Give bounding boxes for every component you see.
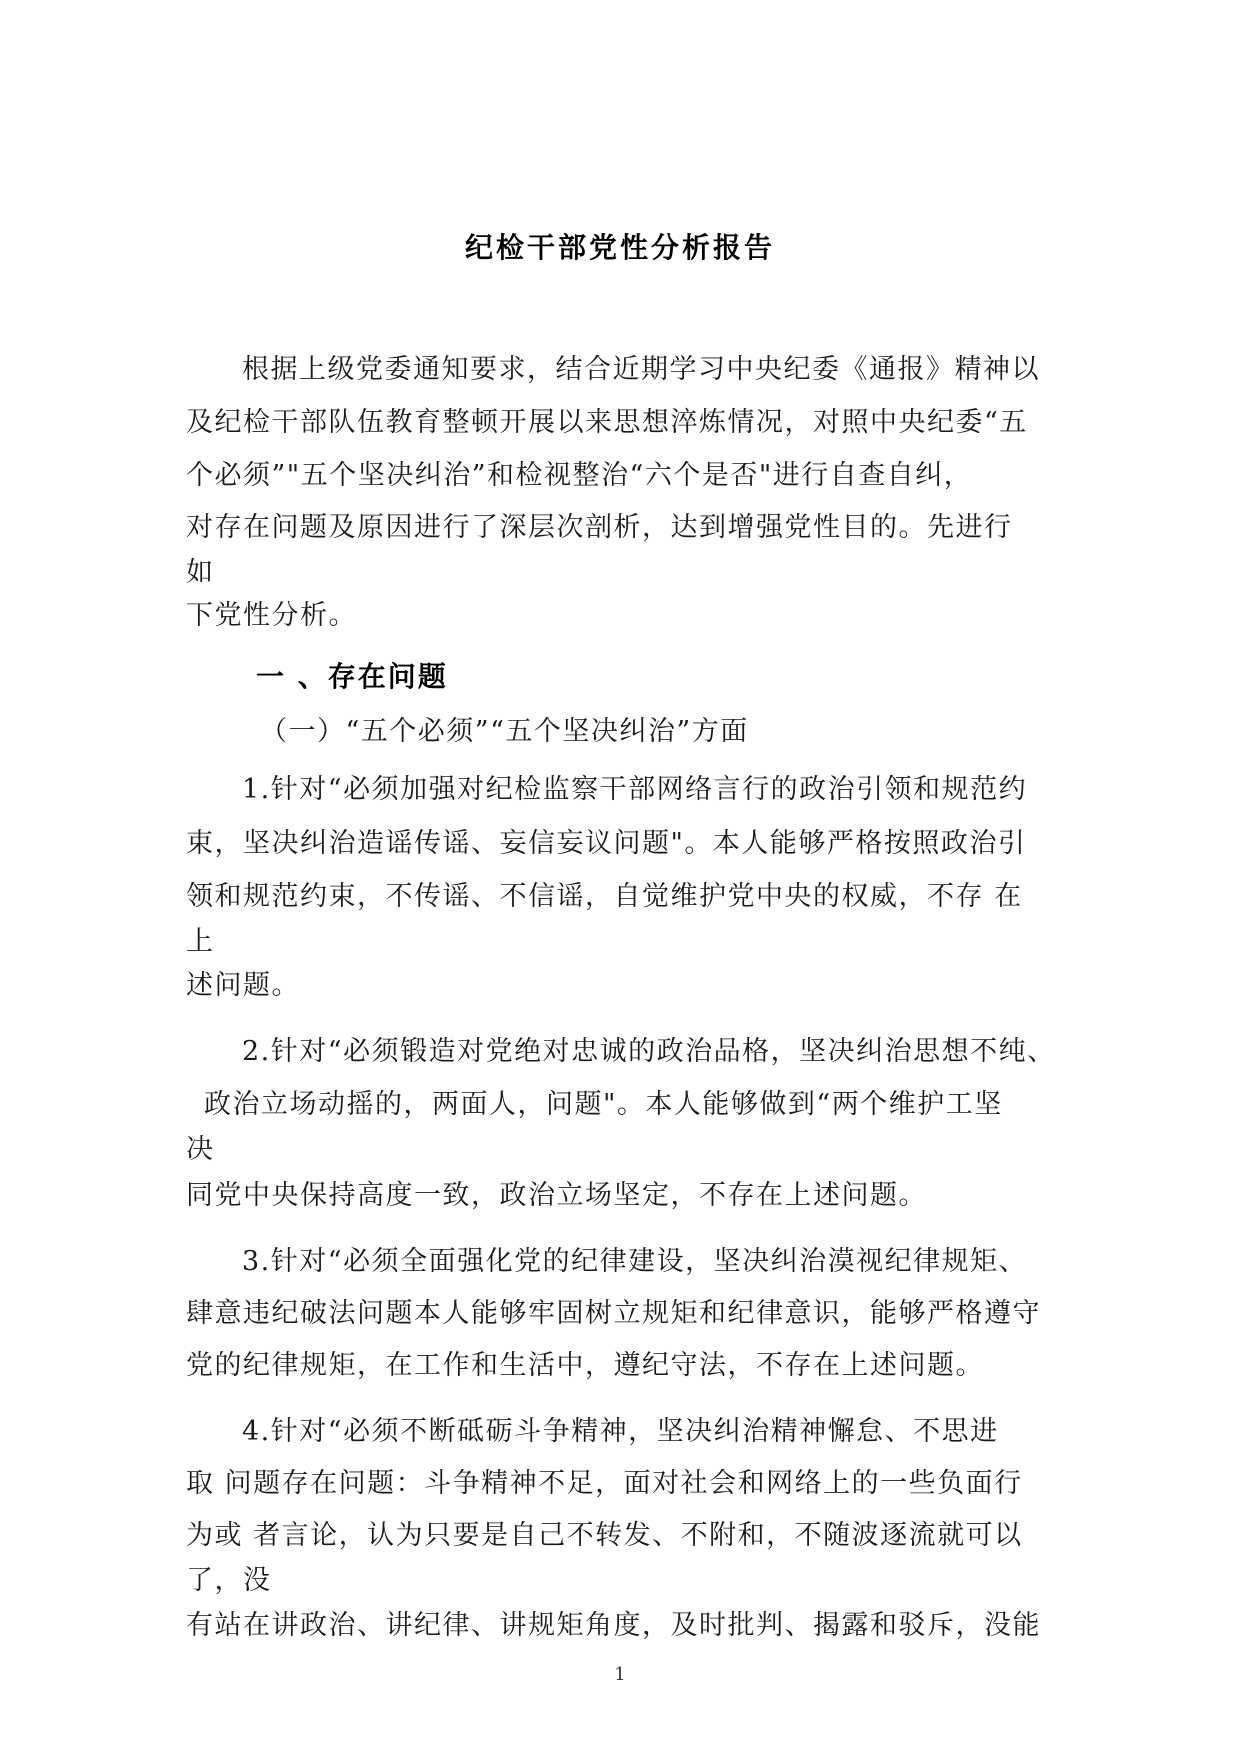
intro-line-3: 个必须”"五个坚决纠治”和检视整治“六个是否"进行自查自纠， [186, 460, 973, 491]
item2-line-2: 政治立场动摇的，两面人，问题"。本人能够做到“两个维护工坚 [204, 1089, 1003, 1120]
section-heading: 一 、存在问题 [256, 660, 448, 693]
item4-line-4: 了，没 [186, 1565, 272, 1596]
intro-line-6: 下党性分析。 [186, 600, 357, 631]
item2-line-1: 2.针对“必须锻造对党绝对忠诚的政治品格，坚决纠治思想不纯、 [242, 1036, 1056, 1067]
item1-line-3: 领和规范约束，不传谣、不信谣，自觉维护党中央的权威，不存 在 [186, 881, 1023, 912]
item2-line-3: 决 [186, 1134, 215, 1165]
item3-line-2: 肆意违纪破法问题本人能够牢固树立规矩和纪律意识，能够严格遵守 [186, 1298, 1041, 1329]
item4-line-1: 4.针对“必须不断砥砺斗争精神，坚决纠治精神懈怠、不思进 [242, 1416, 999, 1447]
item3-line-1: 3.针对“必须全面强化党的纪律建设，坚决纠治漠视纪律规矩、 [242, 1246, 1028, 1277]
item2-line-4: 同党中央保持高度一致，政治立场坚定，不存在上述问题。 [186, 1180, 927, 1211]
item1-line-1: 1.针对“必须加强对纪检监察干部网络言行的政治引领和规范约 [242, 774, 1028, 805]
item1-line-4: 上 [186, 926, 215, 957]
intro-line-1: 根据上级党委通知要求，结合近期学习中央纪委《通报》精神以 [242, 354, 1040, 385]
item4-line-3: 为或 者言论，认为只要是自己不转发、不附和，不随波逐流就可以 [186, 1520, 1023, 1551]
document-title: 纪检干部党性分析报告 [464, 231, 775, 264]
item4-line-2: 取 问题存在问题：斗争精神不足，面对社会和网络上的一些负面行 [186, 1468, 1023, 1499]
intro-line-5: 如 [186, 557, 215, 588]
item1-line-2: 束，坚决纠治造谣传谣、妄信妄议问题"。本人能够严格按照政治引 [186, 828, 1027, 859]
item1-line-5: 述问题。 [186, 970, 300, 1001]
subsection-heading: （一）“五个必须”“五个坚决纠治”方面 [260, 716, 749, 747]
item4-line-5: 有站在讲政治、讲纪律、讲规矩角度，及时批判、揭露和驳斥，没能 [186, 1610, 1041, 1641]
intro-line-4: 对存在问题及原因进行了深层次剖析，达到增强党性目的。先进行 [186, 512, 1013, 543]
intro-line-2: 及纪检干部队伍教育整顿开展以来思想淬炼情况，对照中央纪委“五 [186, 407, 1028, 438]
page-number: 1 [614, 1664, 626, 1685]
item3-line-3: 党的纪律规矩，在工作和生活中，遵纪守法，不存在上述问题。 [186, 1350, 984, 1381]
